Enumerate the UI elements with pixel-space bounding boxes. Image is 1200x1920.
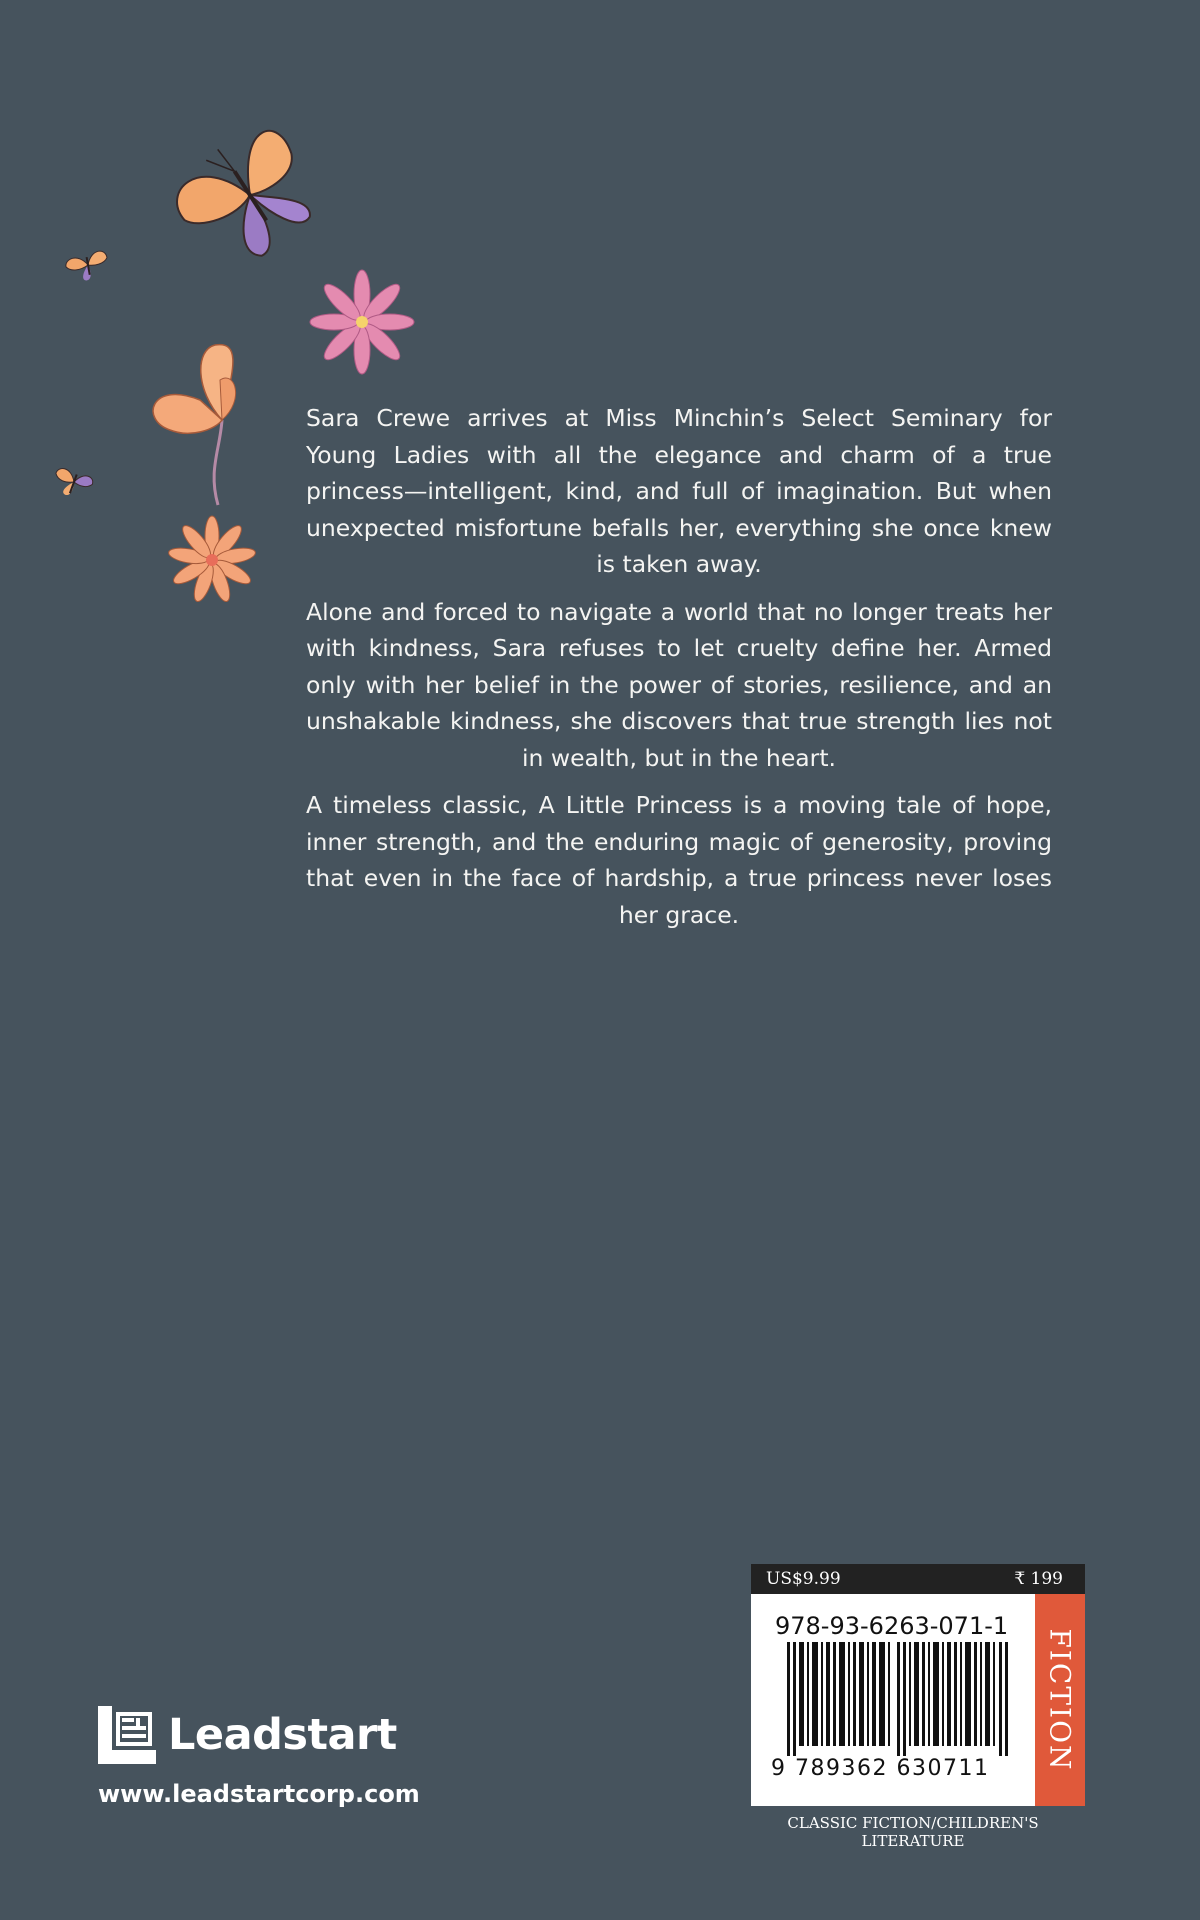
genre-strip <box>1035 1594 1085 1806</box>
blurb-paragraph: Sara Crewe arrives at Miss Minchin’s Select Seminary for Young Ladies with all the elegance and charm of a true princess—intelligent, kind, and full of imagination. But when unexpected misfortune befalls her, everything she once knew is taken away. <box>306 404 1052 578</box>
leadstart-logo-icon <box>98 1706 156 1764</box>
isbn-number: 978-93-6263-071-1 <box>775 1612 1009 1640</box>
genre-label: FICTION <box>1043 1628 1077 1772</box>
category-label: CLASSIC FICTION/CHILDREN'S LITERATURE <box>787 1814 1039 1850</box>
flower-icon <box>167 516 256 604</box>
publisher-website[interactable]: www.leadstartcorp.com <box>98 1780 420 1808</box>
barcode-bars <box>787 1642 1019 1756</box>
back-cover-blurb <box>306 400 1052 944</box>
price-bar <box>751 1564 1085 1594</box>
blurb-paragraph: Alone and forced to navigate a world that no longer treats her with kindness, Sara refuses to let cruelty define her. Armed only with her belief in the power of stories, resilience, and an unshakable kindness, she discovers that true strength lies not in wealth, but in the heart. <box>306 597 1052 772</box>
flower-icon <box>153 345 235 505</box>
publisher-name: Leadstart <box>168 1710 397 1760</box>
butterfly-icon <box>50 466 94 503</box>
barcode-digits: 9 789362 630711 <box>771 1756 990 1781</box>
price-inr: ₹ 199 <box>1014 1569 1063 1589</box>
publisher-logo <box>98 1706 397 1764</box>
blurb-paragraph: A timeless classic, A Little Princess is a moving tale of hope, inner strength, and the enduring magic of generosity, proving that even in the face of hardship, a true princess never loses her grace. <box>306 791 1052 929</box>
barcode-block <box>751 1564 1085 1806</box>
butterfly-icon <box>162 122 325 280</box>
flower-icon <box>310 270 414 374</box>
butterfly-icon <box>64 250 110 284</box>
price-usd: US$9.99 <box>766 1569 841 1589</box>
